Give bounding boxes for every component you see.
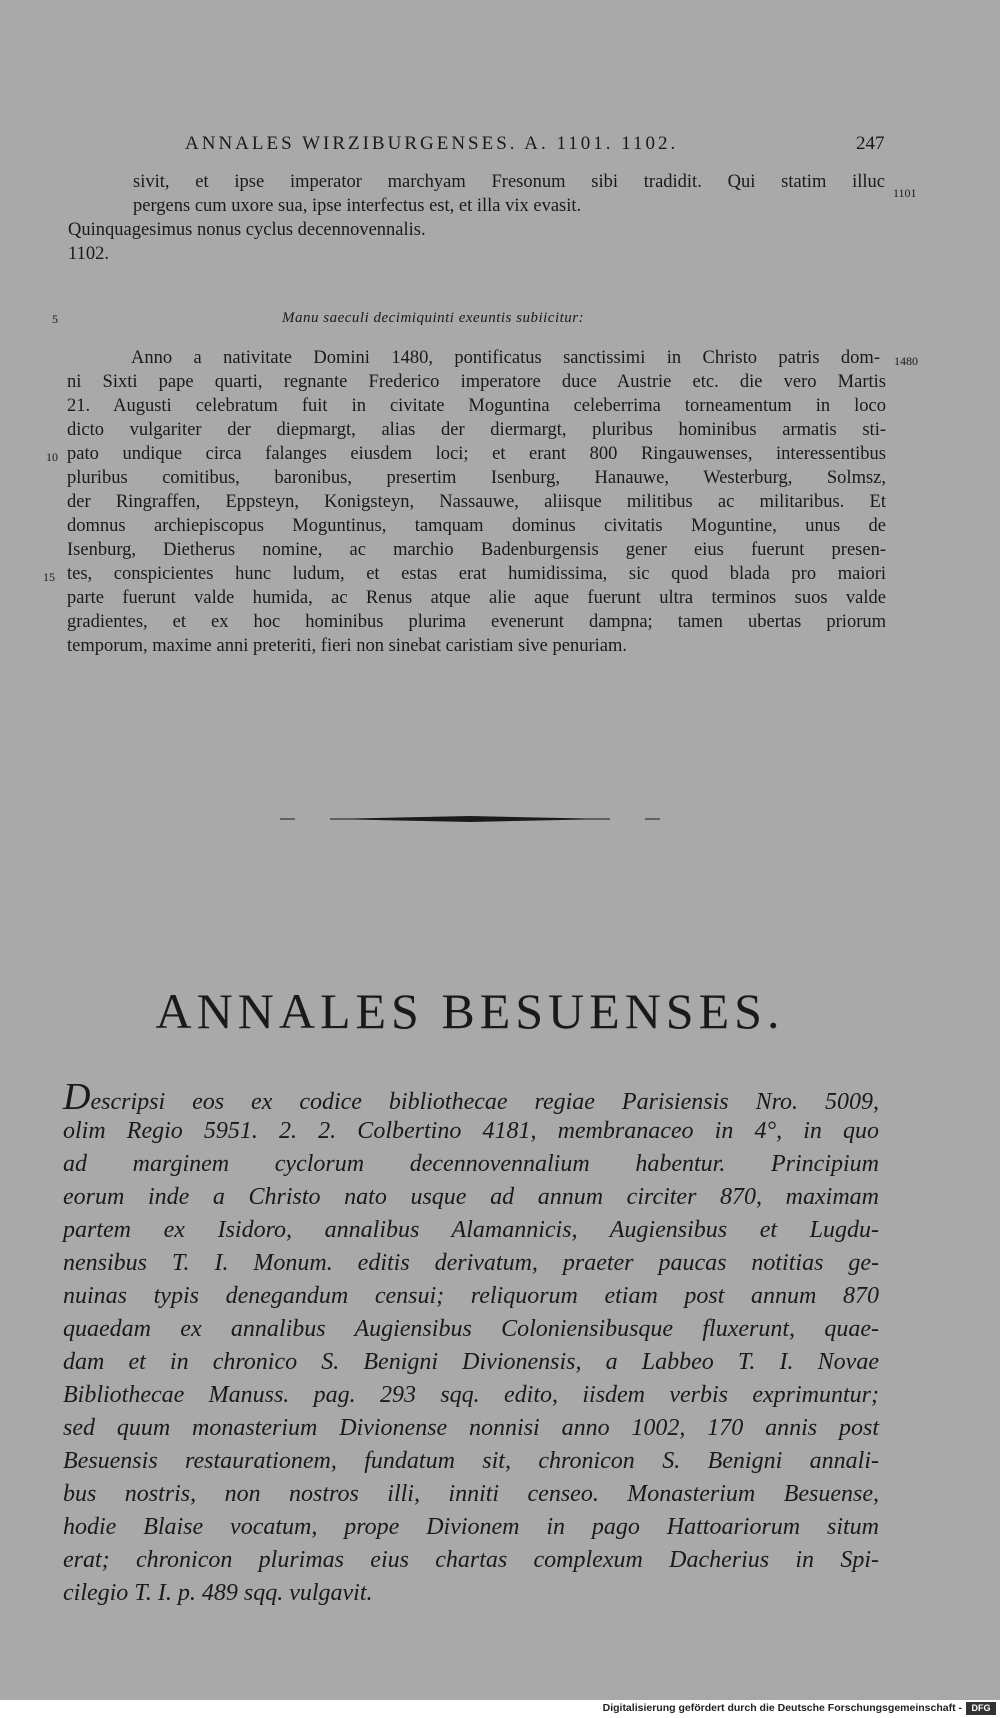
margin-year: 1480 — [894, 354, 918, 368]
text-line: ni Sixti pape quarti, regnante Frederico imperatore duce Austrie etc. die vero Martis — [67, 372, 886, 392]
intro-line: Besuensis restaurationem, fundatum sit, chronicon S. Benigni annali- — [63, 1448, 879, 1474]
text-line: sivit, et ipse imperator marchyam Fresonum sibi tradidit. Qui statim illuc — [133, 172, 885, 192]
text-line: 21. Augusti celebratum fuit in civitate Moguntina celeberrima torneamentum in loco — [67, 396, 886, 416]
intro-line: ad marginem cyclorum decennovennalium habentur. Principium — [63, 1151, 879, 1177]
text-line: pluribus comitibus, baronibus, presertim Isenburg, Hanauwe, Westerburg, Solmsz, — [67, 468, 886, 488]
running-header — [0, 133, 1000, 163]
intro-line: quaedam ex annalibus Augiensibus Coloniensibusque fluxerunt, quae- — [63, 1316, 879, 1342]
text-line: Quinquagesimus nonus cyclus decennovennalis. — [68, 220, 426, 240]
intro-line: escripsi eos ex codice bibliothecae regiae Parisiensis Nro. 5009, — [90, 1089, 879, 1115]
page-number: 247 — [856, 133, 885, 154]
intro-line: dam et in chronico S. Benigni Divionensis, a Labbeo T. I. Novae — [63, 1349, 879, 1375]
running-title: ANNALES WIRZIBURGENSES. A. 1101. 1102. — [185, 133, 679, 154]
intro-line-first — [63, 1076, 879, 1118]
drop-cap: D — [63, 1076, 91, 1118]
footer-bar — [0, 1700, 1000, 1718]
text-line: domnus archiepiscopus Moguntinus, tamquam dominus civitatis Moguntine, unus de — [67, 516, 886, 536]
text-line: Anno a nativitate Domini 1480, pontificatus sanctissimi in Christo patris dom- — [131, 348, 880, 368]
text-line: gradientes, et ex hoc hominibus plurima evenerunt dampna; tamen ubertas priorum — [67, 612, 886, 632]
intro-line: cilegio T. I. p. 489 sqq. vulgavit. — [63, 1580, 373, 1606]
intro-line: olim Regio 5951. 2. 2. Colbertino 4181, membranaceo in 4°, in quo — [63, 1118, 879, 1144]
text-line: parte fuerunt valde humida, ac Renus atque alie aque fuerunt ultra terminos suos valde — [67, 588, 886, 608]
text-line: tes, conspicientes hunc ludum, et estas erat humidissima, sic quod blada pro maiori — [67, 564, 886, 584]
intro-line: erat; chronicon plurimas eius chartas complexum Dacherius in Spi- — [63, 1547, 879, 1573]
margin-year: 1101 — [893, 186, 917, 200]
intro-line: hodie Blaise vocatum, prope Divionem in pago Hattoariorum situm — [63, 1514, 879, 1540]
text-line: der Ringraffen, Eppsteyn, Konigsteyn, Nassauwe, aliisque militibus ac militaribus. Et — [67, 492, 886, 512]
text-line: Isenburg, Dietherus nomine, ac marchio Badenburgensis gener eius fuerunt presen- — [67, 540, 886, 560]
intro-line: nuinas typis denegandum censui; reliquorum etiam post annum 870 — [63, 1283, 879, 1309]
intro-line: partem ex Isidoro, annalibus Alamannicis, Augiensibus et Lugdu- — [63, 1217, 879, 1243]
line-number: 15 — [43, 570, 55, 584]
text-line: temporum, maxime anni preteriti, fieri non sinebat caristiam sive penuriam. — [67, 636, 627, 656]
text-line: 1102. — [68, 244, 109, 264]
intro-line: bus nostris, non nostros illi, inniti censeo. Monasterium Besuense, — [63, 1481, 879, 1507]
text-line: pato undique circa falanges eiusdem loci; et erant 800 Ringauwenses, interessentibus — [67, 444, 886, 464]
line-number: 5 — [52, 312, 58, 326]
intro-line: Bibliothecae Manuss. pag. 293 sqq. edito, iisdem verbis exprimuntur; — [63, 1382, 879, 1408]
intro-line: nensibus T. I. Monum. editis derivatum, praeter paucas notitias ge- — [63, 1250, 879, 1276]
decorative-rule — [280, 816, 660, 822]
intro-line: eorum inde a Christo nato usque ad annum circiter 870, maximam — [63, 1184, 879, 1210]
funding-credit: Digitalisierung gefördert durch die Deutsche Forschungsgemeinschaft - — [602, 1702, 962, 1714]
section-title: ANNALES BESUENSES. — [155, 983, 785, 1039]
text-line: pergens cum uxore sua, ipse interfectus est, et illa vix evasit. — [133, 196, 582, 216]
editorial-note: Manu saeculi decimiquinti exeuntis subiicitur: — [282, 310, 585, 326]
text-line: dicto vulgariter der diepmargt, alias der diermargt, pluribus hominibus armatis sti- — [67, 420, 886, 440]
line-number: 10 — [46, 450, 58, 464]
intro-line: sed quum monasterium Divionense nonnisi anno 1002, 170 annis post — [63, 1415, 879, 1441]
dfg-logo: DFG — [966, 1702, 996, 1715]
